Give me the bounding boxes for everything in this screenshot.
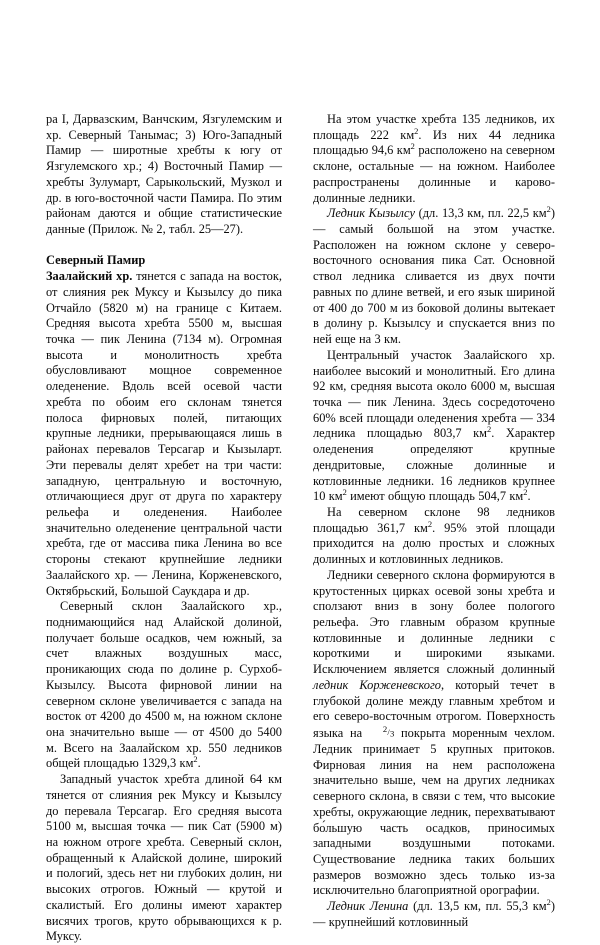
- superscript-square-unit: 2: [410, 141, 415, 152]
- left-text-column: [46, 112, 282, 945]
- paragraph-sector-glacier-stats: [313, 112, 555, 206]
- paragraph-text-part-3: расположено на северном склоне, остальные — на южном. Наиболее распространены долинные и карово-долинные ледники.: [313, 143, 556, 205]
- paragraph-zaalayskiy-intro: [46, 269, 282, 599]
- paragraph-northern-slope: [46, 599, 282, 772]
- superscript-square-unit: 2: [546, 897, 551, 907]
- paragraph-northern-slope-stats: [313, 505, 555, 568]
- paragraph-text-part-2: , который течет в глубокой долине между главным хребтом и его северо-восточным отрогом. Поверхность языка на: [313, 677, 555, 741]
- fraction-denominator: 3: [389, 728, 395, 739]
- bold-lead-in-zaalayskiy: Заалайский хр.: [46, 269, 133, 284]
- italic-glacier-name-korzhenevskogo: ледник Корженевского: [313, 677, 442, 692]
- superscript-square-unit: 2: [414, 125, 419, 136]
- fraction-slash: /: [387, 727, 390, 738]
- paragraph-text-part-2: . Из них 44 ледника площадью 94,6 км: [313, 127, 555, 158]
- paragraph-text-part-3: имеют общую площадь 504,7 км: [346, 489, 524, 504]
- superscript-square-unit: 2: [487, 424, 492, 435]
- superscript-square-unit: 2: [193, 754, 198, 765]
- paragraph-text-part-1: Ледники северного склона формируются в крутостенных цирках осевой зоны хребта и сползают вниз в зону более пологого рельефа. Это главным образом крупные котловинные и долинные ледники с короткими и широкими языками. Исключением является сложный долинный: [313, 567, 555, 677]
- paragraph-glacier-kyzylsu: [313, 206, 555, 347]
- paragraph-text-part-1: (дл. 13,3 км, пл. 22,5 км: [414, 206, 547, 221]
- superscript-square-unit: 2: [546, 204, 551, 215]
- superscript-square-unit: 2: [427, 518, 433, 529]
- paragraph-central-sector: [313, 348, 555, 505]
- right-text-column: [313, 112, 555, 931]
- paragraph-text-part-2: . 95% этой площади приходится на долю простых и сложных долинных и котловинных ледников.: [313, 520, 555, 567]
- fraction-two-thirds: [369, 725, 394, 738]
- heading-spacer: [46, 238, 282, 254]
- paragraph-text-part-3: покрыта моренным чехлом. Ледник принимает 5 крупных притоков. Фирновая линия на нем расположена значительно выше, чем на других ледниках северного склона, в связи с тем, что высокие хребты, окружающие ледник, перехватывают бо́льшую часть осадков, приносимых западными воздушными потоками. Существование ледника таких больших размеров возможно здесь только из-за исключительно благоприятной орографии.: [313, 726, 555, 898]
- paragraph-text-part-1: Центральный участок Заалайского хр. наиболее высокий и монолитный. Его длина 92 км, средняя высота около 6000 м, высшая точка — пик Ленина. Здесь сосредоточено 60% всей площади оледенения хребта — 334 ледника площадью 803,7 км: [313, 347, 555, 441]
- heading-text: Северный Памир: [46, 253, 146, 268]
- paragraph-text: Западный участок хребта длиной 64 км тянется от слияния рек Муксу и Кызылсу до перевала Терсагар. Его средняя высота 5100 м, высшая точка — пик Сат (5900 м) на южном отроге хребта. Северный склон, обращенный к Алайской долине, широкий и пологий, здесь нет ни глубоких долин, ни высоких отрогов. Южный — крутой и скалистый. Его долины имеют характер висячих трогов, круто обрывающихся к р. Муксу.: [46, 772, 282, 944]
- superscript-square-unit: 2: [342, 487, 347, 498]
- paragraph-text-part-4: .: [527, 489, 531, 504]
- paragraph-text-part-2: .: [197, 756, 201, 771]
- fraction-numerator: 2: [382, 724, 388, 735]
- paragraph-text: ра I, Дарвазским, Ванчским, Язгулемским и хр. Северный Танымас; 3) Юго-Западный Памир — широтные хребты к югу от Язгулемского хр.; 4) Восточный Памир — хребты Зулумарт, Сарыкольский, Музкол и др. в юго-восточной части Памира. По этим районам даются и общие статистические данные (Прилож. № 2, табл. 25—27).: [46, 112, 282, 237]
- paragraph-text-part-1: (дл. 13,5 км, пл. 55,3 км: [408, 899, 547, 914]
- section-heading-severnyy-pamir: [46, 253, 282, 269]
- paragraph-text-part-1: Северный склон Заалайского хр., поднимающийся над Алайской долиной, получает больше осадков, чем южный, за счет влажных воздушных масс, проникающих сюда по долине р. Сурхоб-Кызылсу. Высота фирновой линии на северном склоне увеличивается с запада на восток от 4200 до 4500 м, на южном склоне она значительно выше — от 4500 до 5400 м. Всего на Заалайском хр. 550 ледников общей площадью 1329,3 км: [46, 599, 282, 771]
- paragraph-text-part-1: На этом участке хребта 135 ледников, их площадь 222 км: [313, 112, 555, 142]
- paragraph-text-part-2: . Характер оледенения определяют крупные дендритовые, сложные долинные и котловинные ледники. 16 ледников крупнее 10 км: [313, 426, 555, 504]
- paragraph-ranges-enumeration: [46, 112, 282, 238]
- italic-glacier-name-lenina: Ледник Ленина: [327, 899, 409, 914]
- paragraph-western-sector: [46, 772, 282, 945]
- paragraph-text-part-2: ) — самый большой на этом участке. Расположен на южном склоне у северо-восточного основания пика Сат. Основной ствол ледника сливается из двух почти равных по длине ветвей, и его язык шириной от 400 до 700 м из боковой долины вытекает в долину р. Кызылсу и спускается вниз по ней еще на 3 км.: [313, 206, 555, 347]
- two-column-text-body: [46, 112, 556, 944]
- paragraph-text-part-2: ) — крупнейший котловинный: [313, 899, 555, 929]
- paragraph-text: тянется с запада на восток, от слияния рек Муксу и Кызылсу до пика Отчайло (5820 м) на границе с Китаем. Средняя высота хребта 5500 м, высшая точка — пик Ленина (7134 м). Огромная высота и монолитность хребта обусловливают мощное современное оледенение. Вдоль всей осевой части хребта по обоим его склонам тянется полоса фирновых полей, питающих крупные ледники, прерывающаяся лишь в районах перевалов Терсагар и Кызыларт. Эти перевалы делят хребет на три части: западную, центральную и восточную, отличающиеся друг от друга по характеру рельефа и оледенения. Наиболее значительно оледенение центральной части хребта, где от массива пика Ленина во все стороны стекают крупнейшие ледники Заалайского хр. — Ленина, Корженевского, Октябрьский, Большой Саукдара и др.: [46, 269, 282, 598]
- superscript-square-unit: 2: [523, 487, 528, 498]
- paragraph-glacier-korzhenevskogo: [313, 568, 555, 899]
- italic-glacier-name-kyzylsu: Ледник Кызылсу: [327, 206, 415, 221]
- paragraph-text-part-1: На северном склоне 98 ледников площадью 361,7 км: [313, 504, 555, 535]
